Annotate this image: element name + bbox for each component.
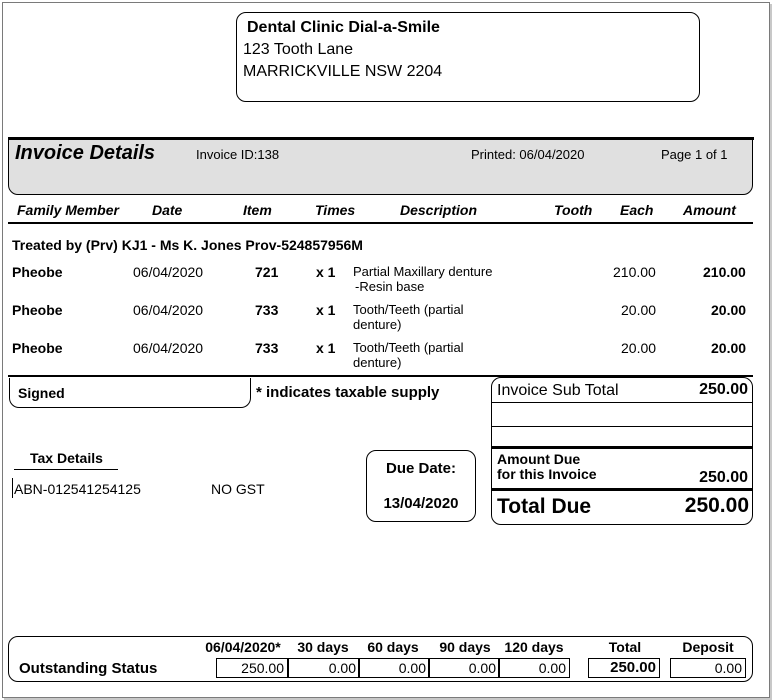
taxable-supply-note: * indicates taxable supply — [256, 384, 440, 401]
clinic-address-line2: MARRICKVILLE NSW 2204 — [243, 63, 443, 80]
due-date-value: 13/04/2020 — [383, 495, 459, 512]
row-each: 210.00 — [613, 264, 656, 280]
outstanding-header-30-days: 30 days — [297, 639, 349, 655]
total-due-label: Total Due — [497, 495, 592, 518]
row-times: x 1 — [316, 264, 336, 280]
outstanding-value-90-days: 0.00 — [428, 658, 500, 678]
row-times: x 1 — [316, 340, 336, 356]
header-rule — [8, 222, 753, 224]
row-member: Pheobe — [12, 340, 63, 356]
col-item: Item — [243, 202, 272, 218]
row-date: 06/04/2020 — [133, 264, 204, 280]
invoice-id: Invoice ID:138 — [196, 147, 280, 162]
amount-due-label — [497, 452, 597, 482]
totals-divider — [492, 426, 752, 427]
totals-box — [491, 377, 753, 525]
abn-number: ABN-012541254125 — [14, 481, 141, 497]
outstanding-value-current: 250.00 — [216, 658, 288, 678]
treated-by: Treated by (Prv) KJ1 - Ms K. Jones Prov-524857956M — [12, 237, 363, 253]
col-times: Times — [315, 202, 356, 218]
signed-box — [9, 378, 251, 408]
due-date-box — [366, 450, 476, 522]
outstanding-header-60-days: 60 days — [367, 639, 419, 655]
signed-label: Signed — [18, 385, 65, 401]
outstanding-value-total: 250.00 — [588, 658, 660, 678]
clinic-address-line1: 123 Tooth Lane — [243, 41, 354, 58]
row-amount: 210.00 — [703, 264, 746, 280]
row-description — [353, 264, 523, 294]
col-tooth: Tooth — [554, 202, 593, 218]
totals-divider — [492, 402, 752, 403]
row-description-line2: denture) — [353, 317, 402, 332]
row-item: 721 — [255, 264, 279, 280]
row-item: 733 — [255, 340, 279, 356]
row-description-line1: Tooth/Teeth (partial — [353, 302, 464, 317]
tax-details-title: Tax Details — [30, 450, 103, 466]
page-number: Page 1 of 1 — [661, 147, 728, 162]
clinic-name: Dental Clinic Dial-a-Smile — [247, 19, 440, 36]
due-date-label: Due Date: — [385, 460, 456, 477]
outstanding-header-deposit: Deposit — [682, 639, 734, 655]
outstanding-value-60-days: 0.00 — [358, 658, 430, 678]
invoice-title: Invoice Details — [15, 142, 156, 164]
amount-due-label-line2: for this Invoice — [497, 466, 597, 482]
row-date: 06/04/2020 — [133, 340, 204, 356]
row-each: 20.00 — [621, 302, 657, 318]
row-description-line1: Partial Maxillary denture — [353, 264, 493, 279]
row-amount: 20.00 — [711, 340, 747, 356]
outstanding-header-90-days: 90 days — [439, 639, 491, 655]
col-each: Each — [620, 202, 654, 218]
row-item: 733 — [255, 302, 279, 318]
col-amount: Amount — [683, 202, 736, 218]
row-description-line1: Tooth/Teeth (partial — [353, 340, 464, 355]
totals-divider — [492, 446, 752, 449]
outstanding-header-current: 06/04/2020* — [205, 639, 281, 655]
clinic-address-box — [236, 12, 700, 102]
row-member: Pheobe — [12, 302, 63, 318]
tax-details-underline — [14, 469, 118, 470]
outstanding-value-deposit: 0.00 — [670, 658, 746, 678]
amount-due-value: 250.00 — [699, 469, 748, 486]
outstanding-value-120-days: 0.00 — [498, 658, 570, 678]
outstanding-header-120-days: 120 days — [504, 639, 564, 655]
sub-total-value: 250.00 — [699, 381, 748, 398]
invoice-header — [8, 137, 753, 195]
outstanding-status-label: Outstanding Status — [19, 660, 158, 677]
row-description-line2: -Resin base — [355, 279, 425, 294]
row-description — [353, 302, 523, 332]
row-description-line2: denture) — [353, 355, 402, 370]
outstanding-value-30-days: 0.00 — [288, 658, 360, 678]
amount-due-label-line1: Amount Due — [497, 451, 581, 467]
total-due-value: 250.00 — [684, 494, 749, 517]
abn-marker — [12, 478, 13, 498]
row-member: Pheobe — [12, 264, 63, 280]
row-times: x 1 — [316, 302, 336, 318]
gst-status: NO GST — [211, 481, 265, 497]
outstanding-header-total: Total — [608, 639, 642, 655]
col-description: Description — [400, 202, 478, 218]
sub-total-label: Invoice Sub Total — [497, 382, 619, 399]
totals-divider — [492, 488, 752, 491]
row-each: 20.00 — [621, 340, 657, 356]
printed-date: Printed: 06/04/2020 — [471, 147, 585, 162]
row-amount: 20.00 — [711, 302, 747, 318]
col-family-member: Family Member — [17, 202, 119, 218]
row-date: 06/04/2020 — [133, 302, 204, 318]
col-date: Date — [152, 202, 183, 218]
row-description — [353, 340, 523, 370]
